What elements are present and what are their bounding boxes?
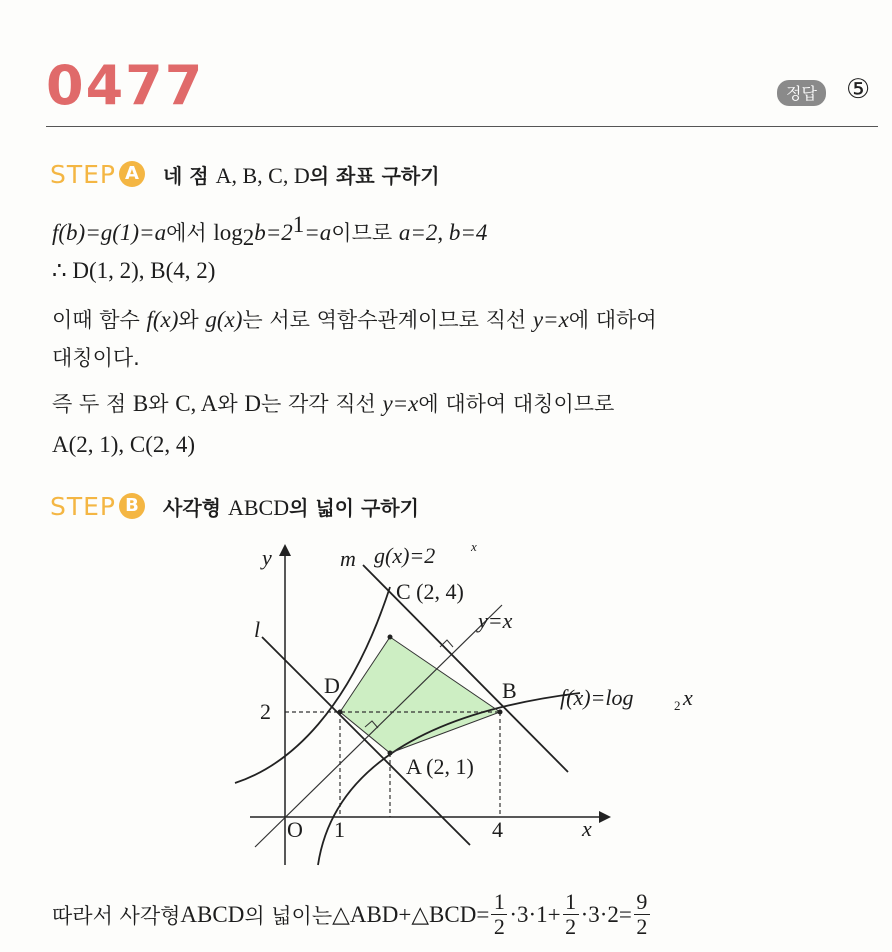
coordinate-graph: [220, 535, 740, 880]
frac-den: 2: [636, 914, 648, 939]
point-label: D: [244, 391, 261, 416]
step-a-label: STEP: [50, 159, 117, 189]
frac-den: 2: [565, 914, 577, 939]
tick-x-1: 1: [334, 817, 345, 842]
text-segment: 대칭이다.: [52, 346, 140, 370]
step-a-title-points: A, B, C, D: [215, 162, 310, 188]
step-b-title-post: 의 넓이 구하기: [289, 495, 419, 520]
area-expression: ·3·2=: [580, 901, 632, 927]
fraction-9-2: [634, 890, 650, 939]
tick-y-2: 2: [260, 699, 271, 724]
eq-b-equals: b=2: [254, 220, 293, 245]
point-b-marker: [498, 710, 503, 715]
eq-equals-a: =a: [304, 220, 332, 245]
line-y-eq-x: y=x: [532, 307, 569, 332]
step-a-title: [163, 160, 440, 189]
point-a-marker: [388, 751, 393, 756]
point-b-label: B: [502, 678, 517, 703]
eq-log: log: [213, 220, 243, 245]
step-a-line-2: [52, 258, 215, 284]
therefore-points: ∴ D(1, 2), B(4, 2): [52, 258, 216, 283]
g-function-label: g(x)=2: [374, 543, 436, 568]
f-function-label: f(x)=log: [560, 685, 634, 710]
step-a-heading: [50, 158, 440, 190]
step-a-title-post: 의 좌표 구하기: [309, 163, 440, 188]
point-a-label: A (2, 1): [406, 754, 474, 779]
origin-label: O: [287, 817, 303, 842]
text-segment: 에 대하여 대칭이므로: [418, 392, 615, 416]
y-axis-label: y: [262, 545, 272, 570]
step-a-line-1: [52, 212, 487, 251]
points-a-c: A(2, 1), C(2, 4): [52, 432, 196, 457]
area-expression: ·3·1+: [509, 901, 561, 927]
point-c-marker: [388, 635, 393, 640]
tick-x-4: 4: [492, 817, 503, 842]
line-y-eq-x: y=x: [382, 391, 419, 416]
line-l: [262, 637, 470, 845]
g-function-exponent: x: [471, 539, 477, 554]
area-expression: △ABD+△BCD=: [332, 901, 490, 927]
eq-f-b: f(b)=g(1)=a: [52, 220, 167, 245]
text-segment: 의 넓이는: [244, 903, 333, 928]
x-axis-label: x: [582, 816, 592, 841]
fraction-1-2: [491, 890, 507, 939]
line-m-label: m: [340, 546, 356, 571]
point-label: C, A: [175, 391, 218, 416]
func-g: g(x): [205, 307, 243, 332]
text-segment: 와: [148, 392, 176, 416]
text-segment: 이때 함수: [52, 308, 147, 332]
step-a-badge: A: [119, 161, 145, 187]
step-b-badge: B: [119, 493, 145, 519]
answer-label-badge: 정답: [777, 80, 826, 106]
point-d-marker: [338, 710, 343, 715]
frac-num: 9: [636, 889, 648, 914]
problem-number: 0477: [46, 54, 205, 117]
text-segment: 와: [178, 308, 206, 332]
step-a-line-5: [52, 388, 614, 418]
step-b-title-pre: 사각형: [163, 495, 228, 520]
step-a-title-pre: 네 점: [163, 163, 216, 188]
eq-log-base: 2: [242, 225, 255, 251]
text-imeuro: 이므로: [331, 221, 399, 245]
f-function-var: x: [683, 685, 693, 710]
text-segment: 는 서로 역함수관계이므로 직선: [242, 308, 533, 332]
f-function-base: 2: [674, 698, 681, 713]
text-eseo: 에서: [166, 221, 214, 245]
fraction-1-2: [563, 890, 579, 939]
step-a-line-6: [52, 432, 195, 458]
point-c-label: C (2, 4): [396, 579, 464, 604]
y-eq-x-label: y=x: [478, 608, 513, 633]
eq-a-b-values: a=2, b=4: [398, 220, 488, 245]
line-y-eq-x: [255, 605, 502, 847]
text-segment: 즉 두 점: [52, 392, 133, 416]
step-a-line-3: [52, 304, 657, 334]
step-b-heading: [50, 490, 419, 522]
text-segment: 따라서 사각형: [52, 903, 181, 928]
step-b-label: STEP: [50, 491, 117, 521]
text-segment: 에 대하여: [568, 308, 657, 332]
step-a-line-4: [52, 342, 140, 372]
step-b-title: [163, 492, 419, 521]
func-f: f(x): [146, 307, 179, 332]
frac-num: 1: [565, 889, 577, 914]
line-l-label: l: [254, 617, 261, 642]
text-segment: 와: [217, 392, 245, 416]
point-d-label: D: [324, 673, 340, 698]
frac-num: 1: [493, 889, 505, 914]
header-divider: [46, 126, 878, 127]
step-b-title-name: ABCD: [227, 494, 290, 520]
quad-name: ABCD: [180, 901, 245, 927]
final-answer-line: [52, 890, 652, 939]
point-label: B: [132, 391, 149, 416]
eq-exp: 1: [292, 212, 305, 237]
text-segment: 는 각각 직선: [260, 392, 383, 416]
frac-den: 2: [493, 914, 505, 939]
answer-value: ⑤: [846, 74, 871, 105]
